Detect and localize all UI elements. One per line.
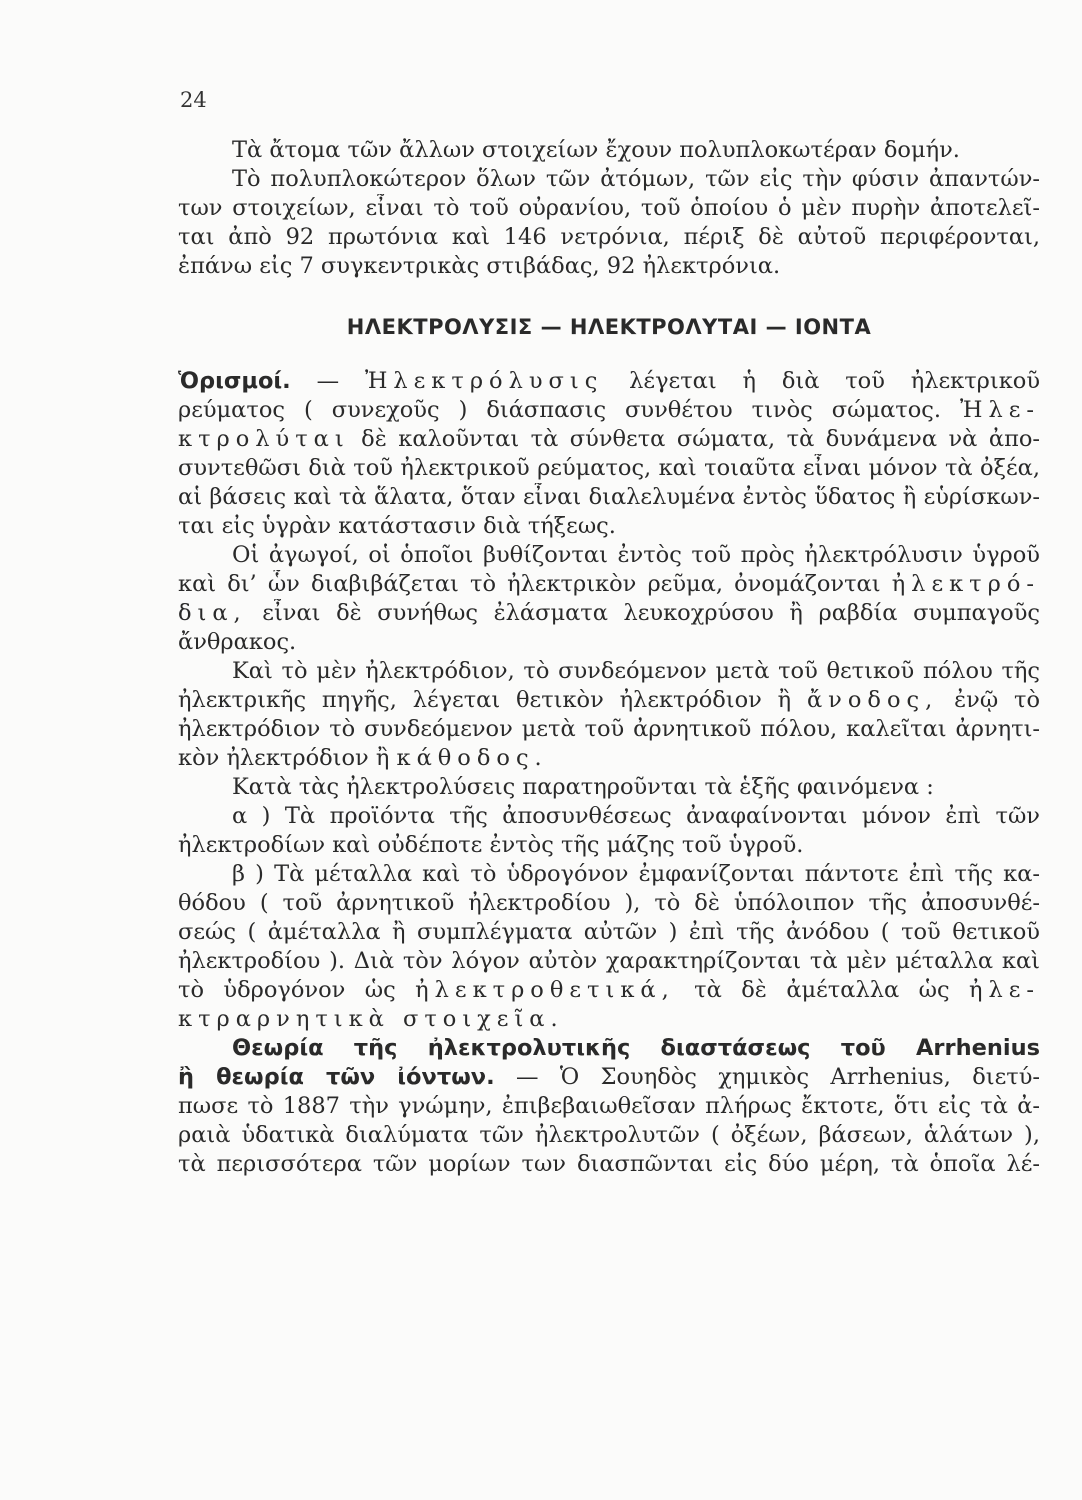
phenomenon-b-text: τὰ δὲ ἀμέταλλα ὡς	[674, 977, 969, 1003]
paragraph-atoms-line: Τὰ ἄτομα τῶν ἄλλων στοιχείων ἔχουν πολυπλοκωτέραν δομήν.	[232, 137, 960, 163]
paragraph-uranium-line: ται ἀπὸ 92 πρωτόνια καὶ 146 νετρόνια, πέριξ δὲ αὐτοῦ περιφέρονται,	[178, 224, 1040, 250]
definition-text: δὲ καλοῦνται τὰ σύνθετα σώματα, τὰ δυνάμενα νὰ ἀπο-	[349, 426, 1040, 452]
electrodes-line: ἄνθρακος.	[178, 629, 297, 655]
electrodes-line: Οἱ ἀγωγοί, οἱ ὁποῖοι βυθίζονται ἐντὸς τοῦ πρὸς ἠλεκτρόλυσιν ὑγροῦ	[232, 542, 1040, 568]
theory-title: ἢ θεωρία τῶν ἰόντων.	[178, 1064, 495, 1090]
term-electronegative: κτραρνητικὰ στοιχεῖα.	[178, 1006, 564, 1032]
definition-dash: —	[290, 368, 365, 394]
phenomenon-b-line: σεώς ( ἀμέταλλα ἢ συμπλέγματα αὐτῶν ) ἐπὶ τῆς ἀνόδου ( τοῦ θετικοῦ	[178, 919, 1040, 945]
theory-text: — Ὁ Σουηδὸς χημικὸς Arrhenius, διετύ-	[494, 1064, 1040, 1090]
paragraph-uranium-line: των στοιχείων, εἶναι τὸ τοῦ οὐρανίου, τοῦ ὁποίου ὁ μὲν πυρὴν ἀποτελεῖ-	[178, 195, 1040, 221]
section-heading: ΗΛΕΚΤΡΟΛΥΣΙΣ — ΗΛΕΚΤΡΟΛΥΤΑΙ — ΙΟΝΤΑ	[346, 315, 872, 339]
term-electrolytes: Ἠλε-	[960, 397, 1040, 423]
definition-label: Ὁρισμοί.	[178, 368, 291, 394]
definition-text: ρεύματος ( συνεχοῦς ) διάσπασις συνθέτου τινὸς σώματος.	[178, 397, 961, 423]
definition-line: ται εἰς ὑγρὰν κατάστασιν διὰ τήξεως.	[178, 513, 616, 539]
electrodes-line	[178, 570, 1040, 599]
phenomenon-b-line: β ) Τὰ μέταλλα καὶ τὸ ὑδρογόνον ἐμφανίζονται πάντοτε ἐπὶ τῆς κα-	[232, 861, 1040, 887]
phenomenon-b-line: ἠλεκτροδίου ). Διὰ τὸν λόγον αὐτὸν χαρακτηρίζονται τὰ μὲν μέταλλα καὶ	[178, 948, 1040, 974]
anode-line	[178, 744, 1040, 773]
phenomenon-b-text: τὸ ὑδρογόνον ὡς	[178, 977, 416, 1003]
anode-text: ἠλεκτρικῆς πηγῆς, λέγεται θετικὸν ἠλεκτρόδιον ἢ	[178, 687, 807, 713]
phenomenon-a-line: α ) Τὰ προϊόντα τῆς ἀποσυνθέσεως ἀναφαίνονται μόνον ἐπὶ τῶν	[232, 803, 1040, 829]
page-body	[178, 136, 1040, 1179]
electrodes-line	[178, 599, 1040, 628]
term-electrolysis: Ἠλεκτρόλυσις	[364, 368, 604, 394]
page-number: 24	[180, 88, 207, 112]
term-cathode: κάθοδος.	[396, 745, 548, 771]
phenomenon-b-line	[178, 976, 1040, 1005]
paragraph-uranium-line: Τὸ πολυπλοκώτερον ὅλων τῶν ἀτόμων, τῶν εἰς τὴν φύσιν ἀπαντών-	[232, 166, 1040, 192]
definition-line: αἱ βάσεις καὶ τὰ ἅλατα, ὅταν εἶναι διαλελυμένα ἐντὸς ὕδατος ἢ εὑρίσκων-	[178, 484, 1040, 510]
anode-line	[178, 686, 1040, 715]
definition-line	[178, 396, 1040, 425]
term-electronegative: ἠλε-	[969, 977, 1040, 1003]
term-electrodes: ἠλεκτρό-	[891, 571, 1040, 597]
theory-line: τὰ περισσότερα τῶν μορίων των διασπῶνται εἰς δύο μέρη, τὰ ὁποῖα λέ-	[178, 1151, 1040, 1177]
term-anode: ἄνοδος,	[806, 687, 939, 713]
theory-line	[178, 1063, 1040, 1092]
term-electrolytes: κτρολύται	[178, 426, 350, 452]
term-electrodes: δια,	[178, 600, 247, 626]
anode-line: ἠλεκτρόδιον τὸ συνδεόμενον μετὰ τοῦ ἀρνητικοῦ πόλου, καλεῖται ἀρνητι-	[178, 716, 1040, 742]
anode-text: κὸν ἠλεκτρόδιον ἢ	[178, 745, 397, 771]
theory-line: ραιὰ ὑδατικὰ διαλύματα τῶν ἠλεκτρολυτῶν ( ὀξέων, βάσεων, ἁλάτων ),	[178, 1122, 1040, 1148]
definition-line: συντεθῶσι διὰ τοῦ ἠλεκτρικοῦ ρεύματος, καὶ τοιαῦτα εἶναι μόνον τὰ ὀξέα,	[178, 455, 1040, 481]
electrodes-text: εἶναι δὲ συνήθως ἐλάσματα λευκοχρύσου ἢ ραβδία συμπαγοῦς	[246, 600, 1040, 626]
definition-line	[178, 425, 1040, 454]
phenomenon-b-line	[178, 1005, 1040, 1034]
theory-title: Θεωρία τῆς ἠλεκτρολυτικῆς διαστάσεως τοῦ Arrhenius	[232, 1035, 1040, 1061]
phenomenon-a-line: ἠλεκτροδίων καὶ οὐδέποτε ἐντὸς τῆς μάζης τοῦ ὑγροῦ.	[178, 832, 804, 858]
theory-line	[178, 1034, 1040, 1063]
phenomenon-b-line: θόδου ( τοῦ ἀρνητικοῦ ἠλεκτροδίου ), τὸ δὲ ὑπόλοιπον τῆς ἀποσυνθέ-	[178, 890, 1040, 916]
definition-line	[178, 367, 1040, 396]
theory-line: πωσε τὸ 1887 τὴν γνώμην, ἐπιβεβαιωθεῖσαν πλήρως ἔκτοτε, ὅτι εἰς τὰ ἀ-	[178, 1093, 1040, 1119]
electrodes-text: καὶ δι’ ὧν διαβιβάζεται τὸ ἠλεκτρικὸν ρεῦμα, ὀνομάζονται	[178, 571, 892, 597]
anode-line: Καὶ τὸ μὲν ἠλεκτρόδιον, τὸ συνδεόμενον μετὰ τοῦ θετικοῦ πόλου τῆς	[232, 658, 1040, 684]
definition-text: λέγεται ἡ διὰ τοῦ ἠλεκτρικοῦ	[603, 368, 1040, 394]
phenomena-intro-line: Κατὰ τὰς ἠλεκτρολύσεις παρατηροῦνται τὰ ἑξῆς φαινόμενα :	[232, 774, 934, 800]
anode-text: ἐνῷ τὸ	[938, 687, 1040, 713]
paragraph-uranium-line: ἐπάνω εἰς 7 συγκεντρικὰς στιβάδας, 92 ἠλεκτρόνια.	[178, 253, 781, 279]
term-electropositive: ἠλεκτροθετικά,	[415, 977, 675, 1003]
